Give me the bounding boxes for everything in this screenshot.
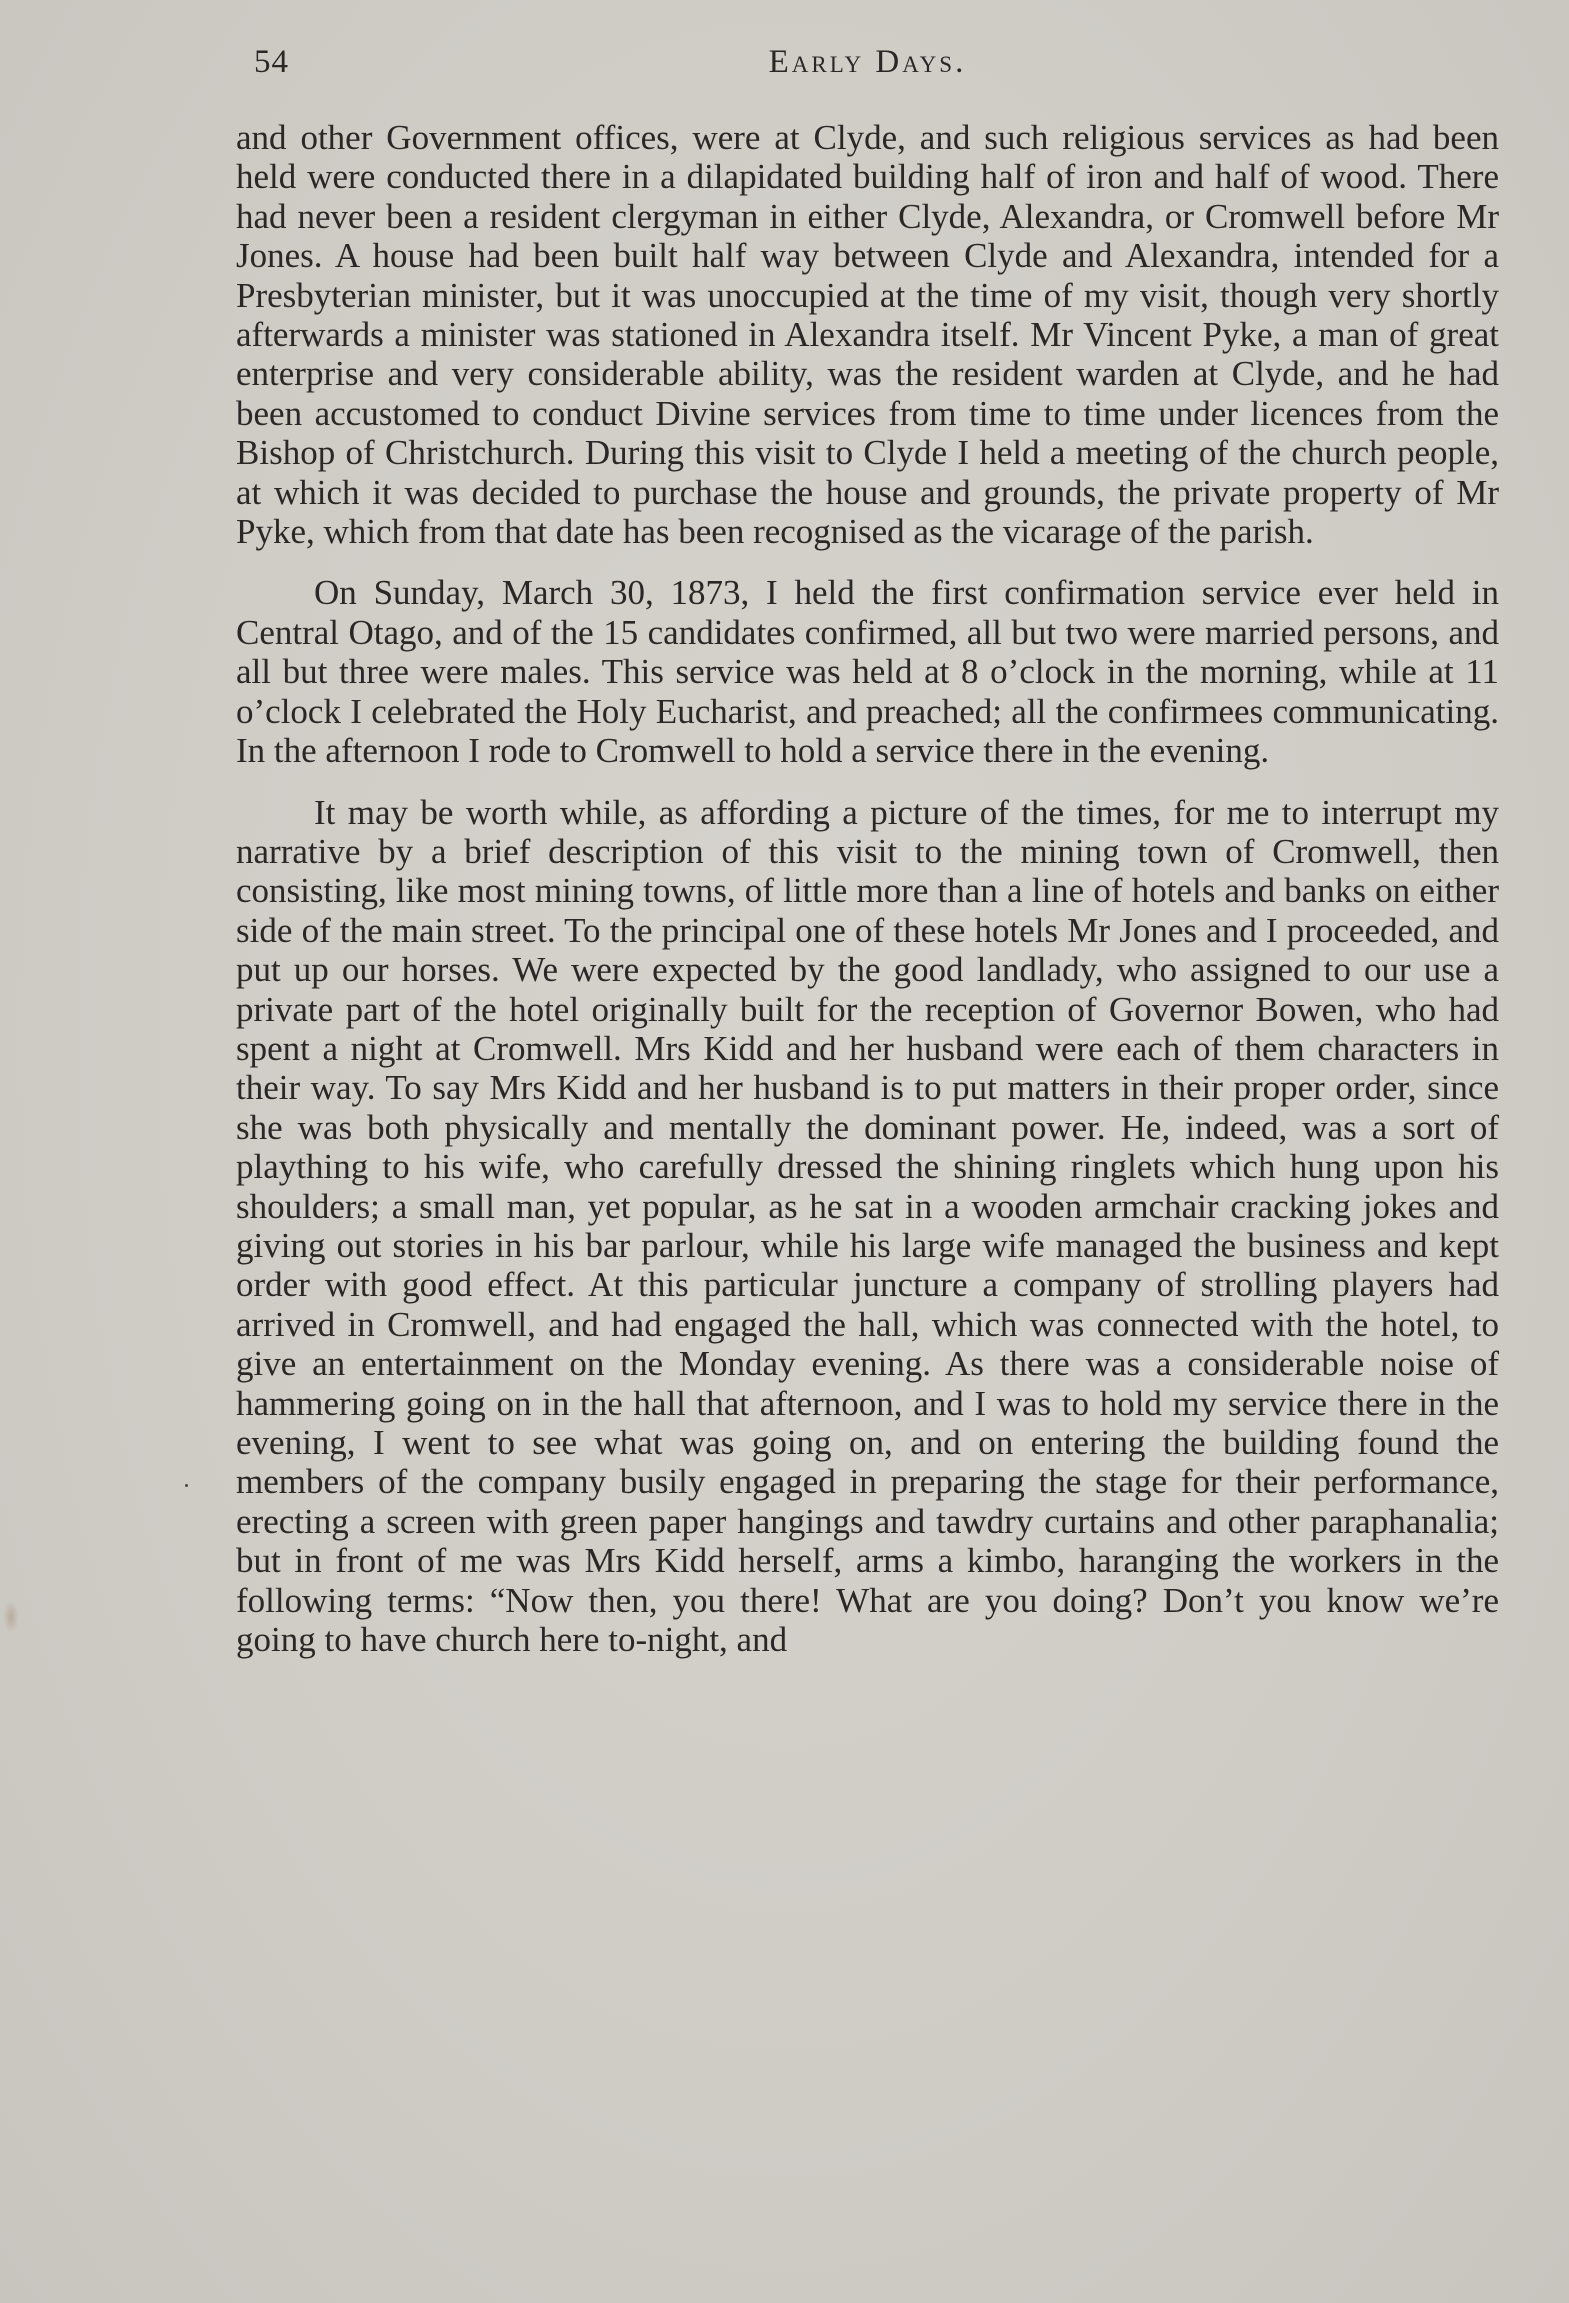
- ink-speck: [185, 1484, 188, 1487]
- paragraph-3: It may be worth while, as affording a picture of the times, for me to interrupt my narrative by a brief description of this visit to the mining town of Cromwell, then consisting, like most mining towns, of little more than a line of hotels and banks on either side of the main street. To the principal one of these hotels Mr Jones and I proceeded, and put up our horses. We were expected by the good landlady, who assigned to our use a private part of the hotel originally built for the reception of Governor Bowen, who had spent a night at Cromwell. Mrs Kidd and her husband were each of them characters in their way. To say Mrs Kidd and her husband is to put matters in their proper order, since she was both physically and mentally the dominant power. He, indeed, was a sort of plaything to his wife, who carefully dressed the shining ringlets which hung upon his shoulders; a small man, yet popular, as he sat in a wooden armchair cracking jokes and giving out stories in his bar parlour, while his large wife managed the business and kept order with good effect. At this particular juncture a company of strolling players had arrived in Cromwell, and had engaged the hall, which was connected with the hotel, to give an entertainment on the Monday evening. As there was a considerable noise of hammering going on in the hall that afternoon, and I was to hold my service there in the evening, I went to see what was going on, and on entering the building found the members of the company busily engaged in preparing the stage for their performance, erecting a screen with green paper hangings and tawdry curtains and other paraphanalia; but in front of me was Mrs Kidd herself, arms a kimbo, haranging the workers in the following terms: “Now then, you there! What are you doing? Don’t you know we’re going to have church here to-night, and: [236, 792, 1499, 1660]
- paper-stain: [3, 1600, 19, 1634]
- page-number: 54: [254, 44, 289, 80]
- page-header: [236, 44, 1499, 84]
- body-text: [236, 118, 1499, 1681]
- running-head: Early Days.: [768, 44, 967, 80]
- paragraph-1: and other Government offices, were at Clyde, and such religious services as had been held were conducted there in a dilapidated building half of iron and half of wood. There had never been a resident clergyman in either Clyde, Alexandra, or Cromwell before Mr Jones. A house had been built half way between Clyde and Alexandra, intended for a Presbyterian minister, but it was unoccupied at the time of my visit, though very shortly afterwards a minister was stationed in Alexandra itself. Mr Vincent Pyke, a man of great enterprise and very considerable ability, was the resident warden at Clyde, and he had been accustomed to conduct Divine services from time to time under licences from the Bishop of Christchurch. During this visit to Clyde I held a meeting of the church people, at which it was decided to purchase the house and grounds, the private property of Mr Pyke, which from that date has been recognised as the vicarage of the parish.: [236, 118, 1499, 552]
- paragraph-2: On Sunday, March 30, 1873, I held the first confirmation service ever held in Central Otago, and of the 15 candidates confirmed, all but two were married persons, and all but three were males. This service was held at 8 o’clock in the morning, while at 11 o’clock I celebrated the Holy Eucharist, and preached; all the confirmees communicating. In the afternoon I rode to Cromwell to hold a service there in the evening.: [236, 573, 1499, 771]
